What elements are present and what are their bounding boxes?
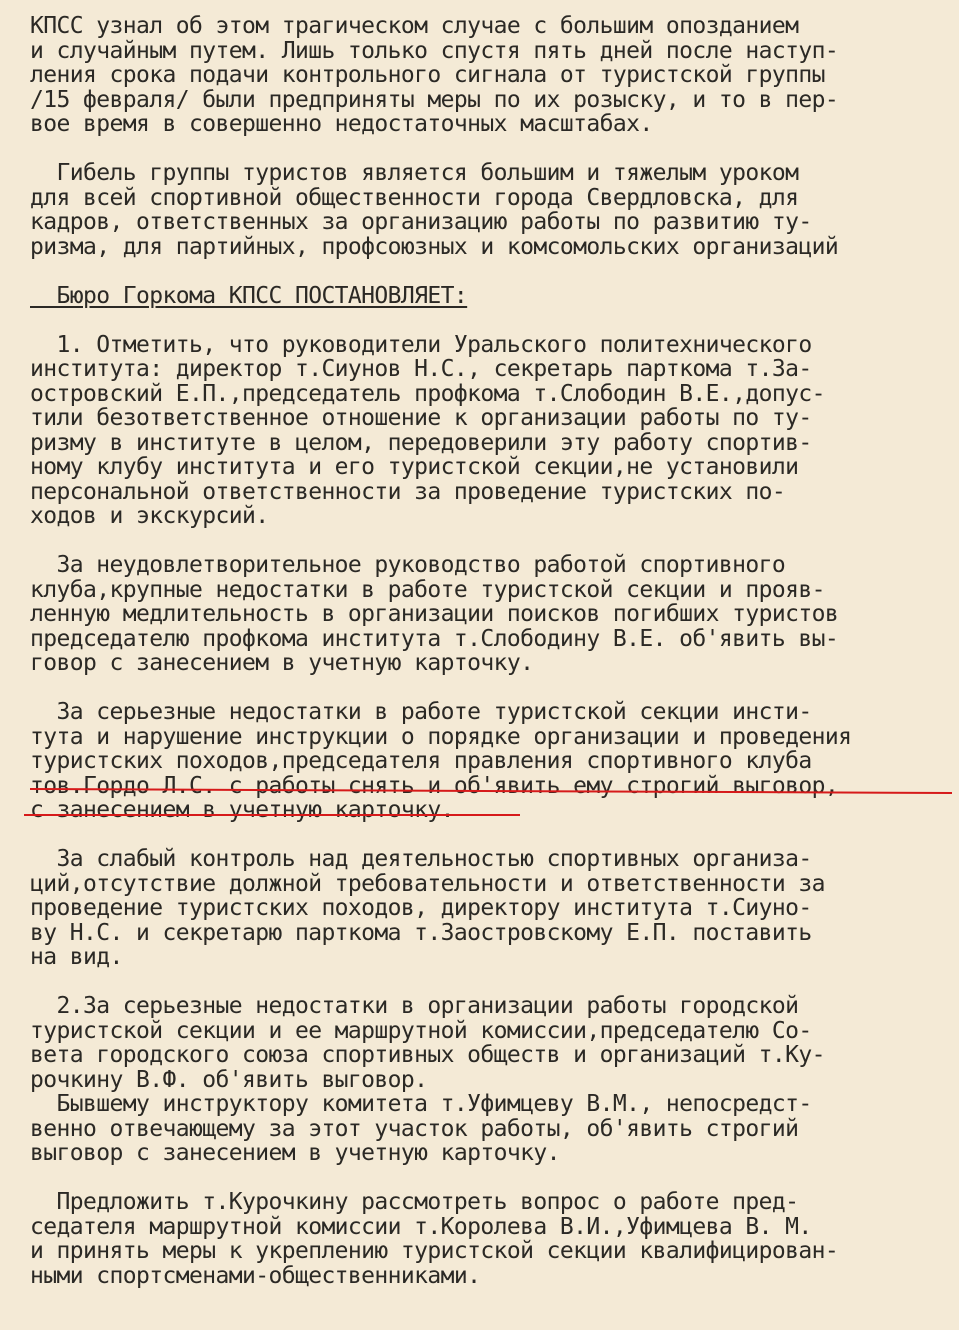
- resolution-heading: [30, 284, 945, 309]
- text-line: института: директор т.Сиунов Н.С., секретарь парткома т.За-: [30, 356, 812, 382]
- text-line: КПСС узнал об этом трагическом случае с большим опозданием: [30, 13, 799, 39]
- text-line: клуба,крупные недостатки в работе туристской секции и прояв-: [30, 576, 825, 603]
- text-line: и случайным путем. Лишь только спустя пять дней после наступ-: [30, 37, 839, 64]
- text-line: ления срока подачи контрольного сигнала от туристской группы: [30, 62, 825, 88]
- text-line: ленную медлительность в организации поисков погибших туристов: [30, 601, 839, 627]
- text-line: Предложить т.Курочкину рассмотреть вопрос о работе пред-: [30, 1189, 799, 1215]
- text-line: венно отвечающему за этот участок работы, об'явить строгий: [30, 1115, 799, 1142]
- text-line: кадров, ответственных за организацию работы по развитию ту-: [30, 209, 812, 235]
- text-line: туристской секции и ее маршрутной комиссии,председателю Со-: [30, 1017, 812, 1044]
- paragraph-lesson: [30, 161, 945, 259]
- text-line: выговор с занесением в учетную карточку.: [30, 1140, 560, 1166]
- text-line: островский Е.П.,председатель профкома т.Слободин В.Е.,допус-: [30, 380, 825, 407]
- resolution-heading-text: Бюро Горкома КПСС ПОСТАНОВЛЯЕТ:: [30, 282, 468, 309]
- text-line: тов.Гордо Л.С. с работы снять и об'явить ему строгий выговор,: [30, 772, 839, 799]
- red-underline-mark: [24, 814, 520, 816]
- text-line: вое время в совершенно недостаточных масштабах.: [30, 111, 653, 137]
- text-line: туристских походов,председателя правления спортивного клуба: [30, 748, 812, 774]
- paragraph-point-2: [30, 994, 945, 1166]
- text-line: ному клубу института и его туристской секции,не установили: [30, 454, 799, 480]
- paragraph-slobodin-reprimand: [30, 553, 945, 676]
- text-line: За серьезные недостатки в работе туристской секции инсти-: [30, 699, 812, 725]
- text-line: 1. Отметить, что руководители Уральского политехнического: [30, 331, 812, 358]
- text-line: на вид.: [30, 944, 123, 970]
- text-line: вета городского союза спортивных обществ и организаций т.Ку-: [30, 1042, 825, 1068]
- text-line: Бывшему инструктору комитета т.Уфимцеву В.М., непосредст-: [30, 1091, 812, 1117]
- paragraph-director-notice: [30, 847, 945, 970]
- text-line: ций,отсутствие должной требовательности и ответственности за: [30, 870, 825, 897]
- text-line: ризму в институте в целом, передоверили эту работу спортив-: [30, 429, 812, 456]
- text-line: персональной ответственности за проведение туристских по-: [30, 478, 786, 505]
- paragraph-point-1: [30, 333, 945, 529]
- text-line: седателя маршрутной комиссии т.Королева В.И.,Уфимцева В. М.: [30, 1213, 812, 1240]
- text-line: ными спортсменами-общественниками.: [30, 1262, 481, 1289]
- text-line: и принять меры к укреплению туристской секции квалифицирован-: [30, 1238, 839, 1264]
- text-line: рочкину В.Ф. об'явить выговор.: [30, 1066, 428, 1093]
- text-line: говор с занесением в учетную карточку.: [30, 650, 534, 676]
- paragraph-kurochkin-proposal: [30, 1190, 945, 1288]
- text-line: ризма, для партийных, профсоюзных и комсомольских организаций: [30, 233, 839, 260]
- text-line: тута и нарушение инструкции о порядке организации и проведения: [30, 723, 852, 750]
- text-line: ходов и экскурсий.: [30, 503, 269, 529]
- text-line: За неудовлетворительное руководство работой спортивного: [30, 552, 786, 578]
- text-line: Гибель группы туристов является большим и тяжелым уроком: [30, 160, 799, 186]
- text-line: с занесением в учетную карточку.: [30, 797, 454, 823]
- text-line: 2.За серьезные недостатки в организации работы городской: [30, 993, 799, 1019]
- paragraph-intro-continuation: [30, 14, 945, 137]
- text-line: ву Н.С. и секретарю парткома т.Заостровскому Е.П. поставить: [30, 919, 812, 946]
- text-line: тили безответственное отношение к организации работы по ту-: [30, 405, 812, 431]
- paragraph-gordo-dismissal: [30, 700, 945, 823]
- text-line: для всей спортивной общественности города Свердловска, для: [30, 184, 799, 211]
- resolution-heading-block: [30, 284, 945, 309]
- text-line: проведение туристских походов, директору института т.Сиуно-: [30, 895, 812, 921]
- text-line: /15 февраля/ были предприняты меры по их розыску, и то в пер-: [30, 86, 839, 113]
- text-line: председателю профкома института т.Слободину В.Е. об'явить вы-: [30, 625, 839, 652]
- text-line: За слабый контроль над деятельностью спортивных организа-: [30, 846, 812, 872]
